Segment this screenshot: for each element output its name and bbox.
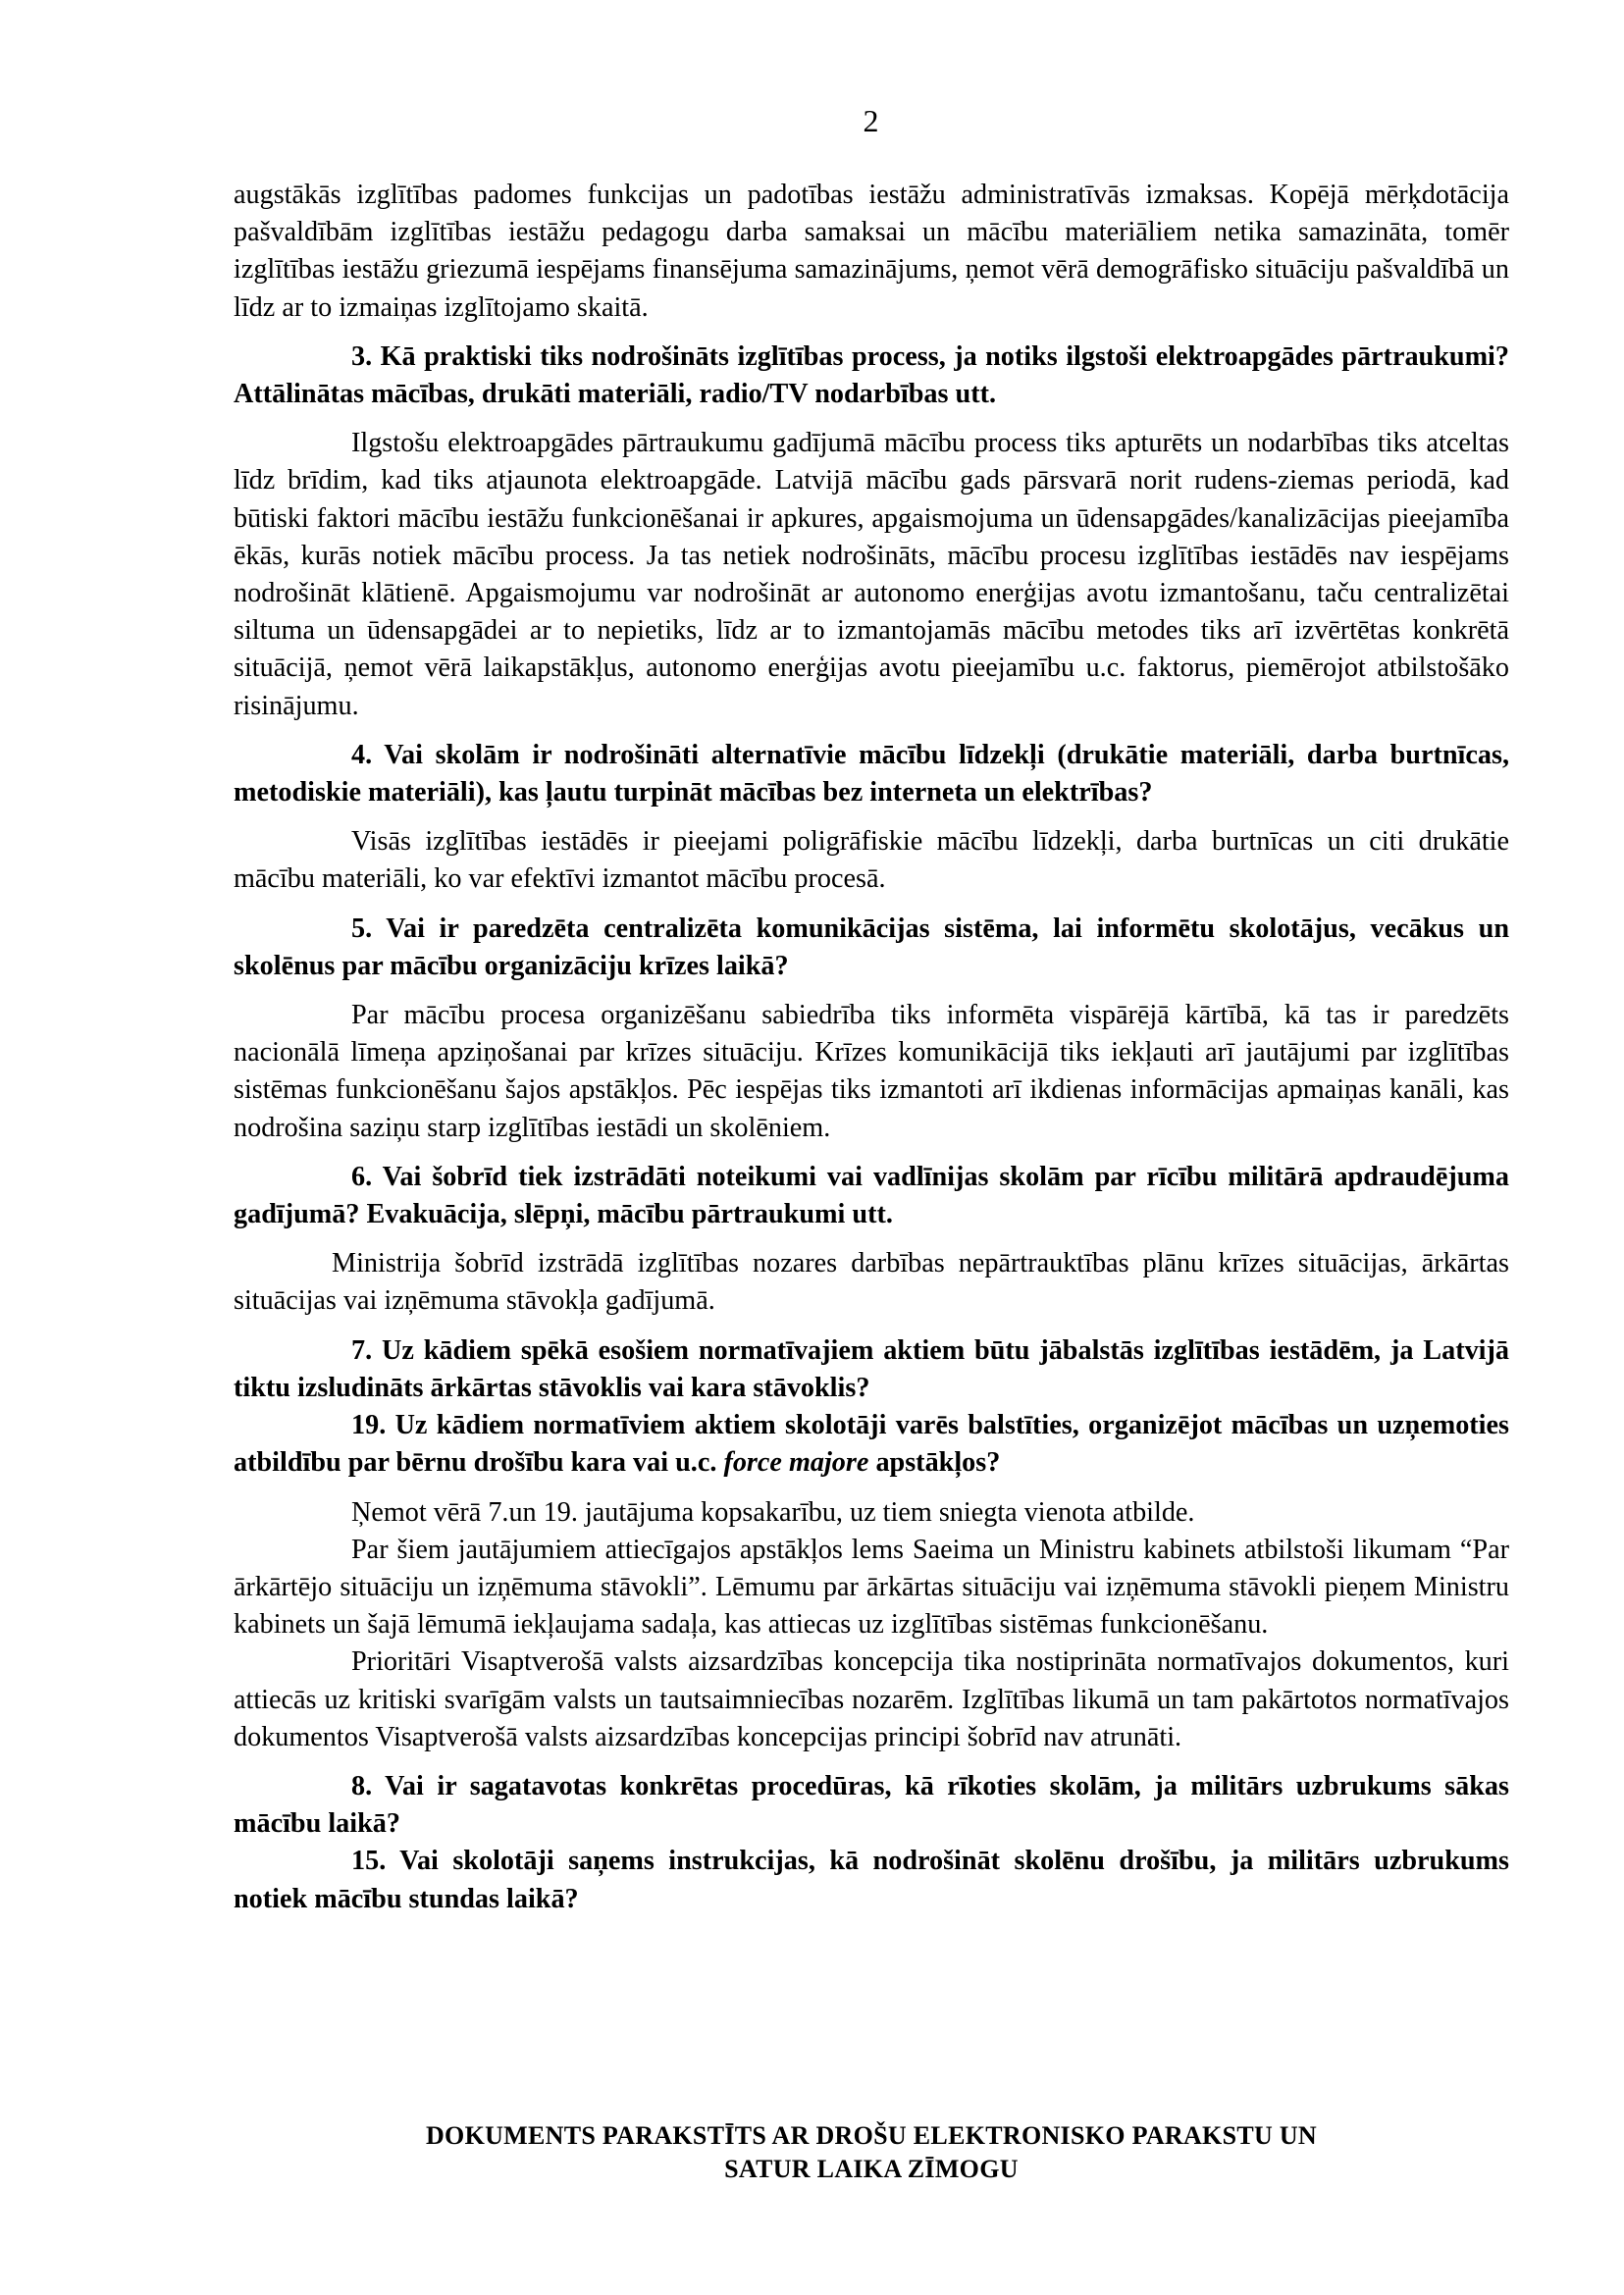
answer-7-19-law: Par šiem jautājumiem attiecīgajos apstākļos lems Saeima un Ministru kabinets atbilstoši likumam “Par ārkārtējo situāciju un izņēmuma stāvokli”. Lēmumu par ārkārtas situāciju vai izņēmuma stāvokli pieņem Ministru kabinets un šajā lēmumā iekļaujama sadaļa, kas attiecas uz izglītības sistēmas funkcionēšanu. [234,1534,1509,1641]
answer-3: Ilgstošu elektroapgādes pārtraukumu gadījumā mācību process tiks apturēts un nodarbības tiks atceltas līdz brīdim, kad tiks atjaunota elektroapgāde. Latvijā mācību gads pārsvarā norit rudens-ziemas periodā, kad būtiski faktori mācību iestāžu funkcionēšanai ir apkures, apgaismojuma un ūdensapgādes/kanalizācijas pieejamība ēkās, kurās notiek mācību process. Ja tas netiek nodrošināts, mācību procesu izglītības iestādēs nav iespējams nodrošināt klātienē. Apgaismojumu var nodrošināt ar autonomo enerģijas avotu izmantošanu, taču centralizētai siltuma un ūdensapgādei ar to nepietiks, līdz ar to izmantojamās mācību metodes tiks arī izvērtētas konkrētā situācijā, ņemot vērā laikapstākļus, autonomo enerģijas avotu pieejamību u.c. faktorus, piemērojot atbilstošāko risinājumu. [234,428,1509,721]
answer-5: Par mācību procesa organizēšanu sabiedrība tiks informēta vispārējā kārtībā, kā tas ir paredzēts nacionālā līmeņa apziņošanai par krīzes situāciju. Krīzes komunikācijā tiks iekļauti arī jautājumi par izglītības sistēmas funkcionēšanu šajos apstākļos. Pēc iespējas tiks izmantoti arī ikdienas informācijas apmaiņas kanāli, kas nodrošina saziņu starp izglītības iestādi un skolēniem. [234,1000,1509,1143]
question-15: 15. Vai skolotāji saņems instrukcijas, kā nodrošināt skolēnu drošību, ja militārs uzbrukums notiek mācību stundas laikā? [234,1846,1509,1914]
question-19 [234,1407,1509,1482]
answer-6: Ministrija šobrīd izstrādā izglītības nozares darbības nepārtrauktības plānu krīzes situācijas, ārkārtas situācijas vai izņēmuma stāvokļa gadījumā. [234,1248,1509,1317]
question-19-italic: force majore [723,1447,869,1479]
answer-4: Visās izglītības iestādēs ir pieejami poligrāfiskie mācību līdzekļi, darba burtnīcas un citi drukātie mācību materiāli, ko var efektīvi izmantot mācību procesā. [234,826,1509,895]
question-7: 7. Uz kādiem spēkā esošiem normatīvajiem aktiem būtu jābalstās izglītības iestādēm, ja Latvijā tiktu izsludināts ārkārtas stāvoklis vai kara stāvoklis? [234,1334,1509,1403]
answer-7-19-concept: Prioritāri Visaptverošā valsts aizsardzības koncepcija tika nostiprināta normatīvajos dokumentos, kuri attiecās uz kritiski svarīgām valsts un tautsaimniecības nozarēm. Izglītības likumā un tam pakārtotos normatīvajos dokumentos Visaptverošā valsts aizsardzības koncepcijas principi šobrīd nav atrunāti. [234,1646,1509,1752]
question-3: 3. Kā praktiski tiks nodrošināts izglītības process, ja notiks ilgstoši elektroapgādes pārtraukumi? Attālinātas mācības, drukāti materiāli, radio/TV nodarbības utt. [234,340,1509,410]
document-body [234,177,1509,1918]
question-19-end: apstākļos? [875,1447,1001,1479]
question-19-start: 19. Uz kādiem normatīviem aktiem skolotāji varēs balstīties, organizējot mācības un uzņemoties atbildību par bērnu drošību kara vai u.c. [234,1410,1509,1479]
signature-notice [234,2119,1509,2186]
signature-notice-line-2: SATUR LAIKA ZĪMOGU [724,2155,1019,2183]
signature-notice-line-1: DOKUMENTS PARAKSTĪTS AR DROŠU ELEKTRONISKO PARAKSTU UN [425,2121,1318,2150]
question-8: 8. Vai ir sagatavotas konkrētas procedūras, kā rīkoties skolām, ja militārs uzbrukums sākas mācību laikā? [234,1770,1509,1840]
answer-7-19-intro: Ņemot vērā 7.un 19. jautājuma kopsakarību, uz tiem sniegta vienota atbilde. [351,1496,1195,1528]
question-5: 5. Vai ir paredzēta centralizēta komunikācijas sistēma, lai informētu skolotājus, vecākus un skolēnus par mācību organizāciju krīzes laikā? [234,913,1509,981]
paragraph-intro: augstākās izglītības padomes funkcijas un padotības iestāžu administratīvās izmaksas. Kopējā mērķdotācija pašvaldībām izglītības iestāžu pedagogu darba samaksai un mācību materiāliem netika samazināta, tomēr izglītības iestāžu griezumā iespējams finansējuma samazinājums, ņemot vērā demogrāfisko situāciju pašvaldībā un līdz ar to izmaiņas izglītojamo skaitā. [234,180,1509,323]
question-4: 4. Vai skolām ir nodrošināti alternatīvie mācību līdzekļi (drukātie materiāli, darba burtnīcas, metodiskie materiāli), kas ļautu turpināt mācības bez interneta un elektrības? [234,739,1509,808]
question-6: 6. Vai šobrīd tiek izstrādāti noteikumi vai vadlīnijas skolām par rīcību militārā apdraudējuma gadījumā? Evakuācija, slēpņi, mācību pārtraukumi utt. [234,1161,1509,1230]
page-number: 2 [863,103,879,138]
